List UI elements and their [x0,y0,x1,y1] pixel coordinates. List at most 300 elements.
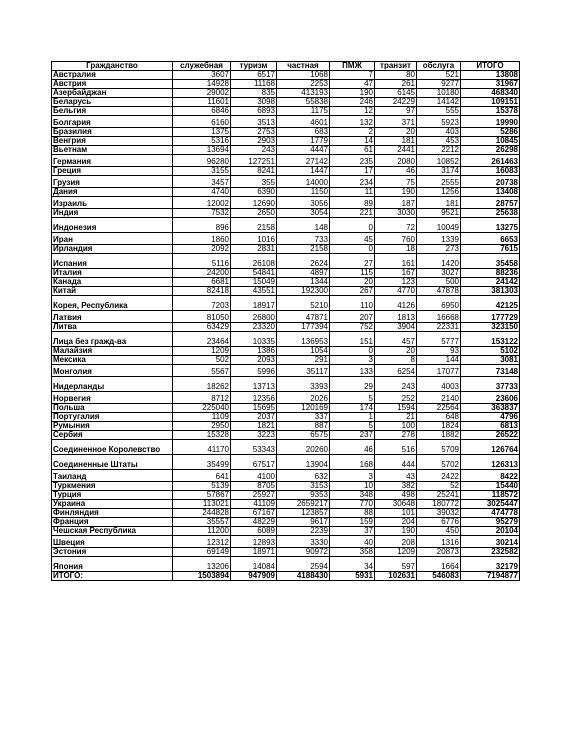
table-row [52,491,520,500]
table-row [52,536,520,548]
total-value-cell: 7194877 [461,572,520,581]
value-cell: 80 [375,71,417,80]
value-cell: 4601 [277,116,330,128]
value-cell: 2253 [277,80,330,89]
value-cell: 6254 [375,365,417,377]
value-cell: 2594 [277,557,330,572]
value-cell: 3393 [277,377,330,392]
value-cell: 1150 [277,188,330,197]
country-name-cell: Япония [52,557,173,572]
value-cell: 23464 [173,332,231,347]
table-row [52,188,520,197]
value-cell: 0 [330,218,375,233]
value-cell: 382 [375,482,417,491]
header-private: частная [277,62,330,71]
table-row [52,233,520,245]
value-cell: 123 [375,278,417,287]
value-cell: 23320 [231,323,277,332]
country-name-cell: Финляндия [52,509,173,518]
table-row [52,311,520,323]
value-cell: 18917 [231,296,277,311]
table-row [52,332,520,347]
value-cell: 6160 [173,116,231,128]
value-cell: 243 [231,146,277,155]
country-name-cell: Ирландия [52,245,173,254]
value-cell: 177729 [461,311,520,323]
value-cell: 2950 [173,422,231,431]
table-row [52,269,520,278]
value-cell: 28757 [461,197,520,209]
value-cell: 11 [330,188,375,197]
value-cell: 25927 [231,491,277,500]
table-row [52,176,520,188]
value-cell: 13275 [461,218,520,233]
value-cell: 1821 [231,422,277,431]
value-cell: 278 [375,431,417,440]
value-cell: 47871 [277,311,330,323]
table-row [52,518,520,527]
value-cell: 34 [330,557,375,572]
country-name-cell: Испания [52,254,173,269]
table-row [52,392,520,404]
value-cell: 25638 [461,209,520,218]
value-cell: 8705 [231,482,277,491]
total-value-cell: 4188430 [277,572,330,581]
value-cell: 1175 [277,107,330,116]
value-cell: 521 [417,71,461,80]
table-row [52,218,520,233]
value-cell: 413193 [277,89,330,98]
value-cell: 45 [330,233,375,245]
value-cell: 6517 [231,71,277,80]
value-cell: 20 [330,278,375,287]
header-service-staff: обслуга [417,62,461,71]
table-row [52,557,520,572]
value-cell: 20873 [417,548,461,557]
value-cell: 3457 [173,176,231,188]
country-name-cell: Индонезия [52,218,173,233]
value-cell: 13206 [173,557,231,572]
value-cell: 2158 [231,218,277,233]
value-cell: 2239 [277,527,330,536]
table-row [52,128,520,137]
table-row [52,470,520,482]
value-cell: 177394 [277,323,330,332]
value-cell: 30214 [461,536,520,548]
value-cell: 30648 [375,500,417,509]
value-cell: 9353 [277,491,330,500]
country-name-cell: Азербайджан [52,89,173,98]
value-cell: 40 [330,536,375,548]
value-cell: 180772 [417,500,461,509]
total-value-cell: 102631 [375,572,417,581]
value-cell: 225040 [173,404,231,413]
value-cell: 6776 [417,518,461,527]
value-cell: 3330 [277,536,330,548]
value-cell: 252 [375,392,417,404]
total-value-cell: 1503894 [173,572,231,581]
value-cell: 72 [375,218,417,233]
value-cell: 10845 [461,137,520,146]
table-row [52,116,520,128]
value-cell: 9277 [417,80,461,89]
table-total-row [52,572,520,581]
value-cell: 17 [330,167,375,176]
value-cell: 136953 [277,332,330,347]
table-row [52,356,520,365]
value-cell: 2831 [231,245,277,254]
value-cell: 6089 [231,527,277,536]
value-cell: 5996 [231,365,277,377]
country-name-cell: Литва [52,323,173,332]
value-cell: 355 [231,176,277,188]
value-cell: 1054 [277,347,330,356]
value-cell: 6145 [375,89,417,98]
value-cell: 683 [277,128,330,137]
value-cell: 13694 [173,146,231,155]
value-cell: 29 [330,377,375,392]
value-cell: 4126 [375,296,417,311]
value-cell: 5116 [173,254,231,269]
value-cell: 3098 [231,98,277,107]
value-cell: 1420 [417,254,461,269]
value-cell: 4740 [173,188,231,197]
value-cell: 3155 [173,167,231,176]
value-cell: 835 [231,89,277,98]
country-name-cell: Эстония [52,548,173,557]
value-cell: 159 [330,518,375,527]
value-cell: 126764 [461,440,520,455]
value-cell: 26108 [231,254,277,269]
value-cell: 41170 [173,440,231,455]
value-cell: 2422 [417,470,461,482]
value-cell: 43551 [231,287,277,296]
country-name-cell: Украина [52,500,173,509]
value-cell: 35557 [173,518,231,527]
value-cell: 187 [375,197,417,209]
value-cell: 43 [375,470,417,482]
value-cell: 516 [375,440,417,455]
value-cell: 2093 [231,356,277,365]
value-cell: 244828 [173,509,231,518]
value-cell: 15328 [173,431,231,440]
value-cell: 132 [330,116,375,128]
value-cell: 11601 [173,98,231,107]
table-row [52,509,520,518]
value-cell: 20104 [461,527,520,536]
value-cell: 127251 [231,155,277,167]
value-cell: 246 [330,98,375,107]
country-name-cell: Иран [52,233,173,245]
value-cell: 371 [375,116,417,128]
table-row [52,422,520,431]
value-cell: 5286 [461,128,520,137]
value-cell: 19990 [461,116,520,128]
country-name-cell: Австралия [52,71,173,80]
value-cell: 1344 [277,278,330,287]
value-cell: 4447 [277,146,330,155]
value-cell: 4003 [417,377,461,392]
value-cell: 37733 [461,377,520,392]
value-cell: 7 [330,71,375,80]
value-cell: 100 [375,422,417,431]
value-cell: 73148 [461,365,520,377]
value-cell: 261463 [461,155,520,167]
value-cell: 4770 [375,287,417,296]
value-cell: 47878 [417,287,461,296]
value-cell: 39032 [417,509,461,518]
value-cell: 3513 [231,116,277,128]
value-cell: 6681 [173,278,231,287]
value-cell: 2212 [417,146,461,155]
country-name-cell: Соединенное Королевство [52,440,173,455]
value-cell: 3 [330,356,375,365]
value-cell: 234 [330,176,375,188]
value-cell: 237 [330,431,375,440]
country-name-cell: Таиланд [52,470,173,482]
value-cell: 3904 [375,323,417,332]
value-cell: 18971 [231,548,277,557]
value-cell: 12893 [231,536,277,548]
value-cell: 15695 [231,404,277,413]
value-cell: 109151 [461,98,520,107]
table-row [52,245,520,254]
country-name-cell: Туркмения [52,482,173,491]
value-cell: 69149 [173,548,231,557]
value-cell: 9617 [277,518,330,527]
value-cell: 5102 [461,347,520,356]
value-cell: 35499 [173,455,231,470]
value-cell: 403 [417,128,461,137]
country-name-cell: Сербия [52,431,173,440]
value-cell: 57867 [173,491,231,500]
table-row [52,323,520,332]
value-cell: 6846 [173,107,231,116]
country-name-cell: Беларусь [52,98,173,107]
value-cell: 1375 [173,128,231,137]
value-cell: 232582 [461,548,520,557]
value-cell: 7615 [461,245,520,254]
value-cell: 120169 [277,404,330,413]
value-cell: 67517 [231,455,277,470]
country-name-cell: Латвия [52,311,173,323]
value-cell: 181 [375,137,417,146]
value-cell: 12690 [231,197,277,209]
value-cell: 126313 [461,455,520,470]
value-cell: 450 [417,527,461,536]
value-cell: 2441 [375,146,417,155]
table-row [52,527,520,536]
value-cell: 2026 [277,392,330,404]
value-cell: 896 [173,218,231,233]
value-cell: 2140 [417,392,461,404]
country-name-cell: Индия [52,209,173,218]
value-cell: 55838 [277,98,330,107]
country-name-cell: Швеция [52,536,173,548]
value-cell: 14 [330,137,375,146]
value-cell: 597 [375,557,417,572]
value-cell: 2624 [277,254,330,269]
value-cell: 468340 [461,89,520,98]
value-cell: 1813 [375,311,417,323]
table-row [52,365,520,377]
value-cell: 381303 [461,287,520,296]
country-name-cell: Болгария [52,116,173,128]
value-cell: 3 [330,470,375,482]
value-cell: 15378 [461,107,520,116]
value-cell: 3153 [277,482,330,491]
value-cell: 167 [375,269,417,278]
value-cell: 4796 [461,413,520,422]
value-cell: 358 [330,548,375,557]
table-row [52,548,520,557]
value-cell: 648 [417,413,461,422]
table-row [52,278,520,287]
value-cell: 61 [330,146,375,155]
table-row [52,347,520,356]
value-cell: 16083 [461,167,520,176]
value-cell: 273 [417,245,461,254]
value-cell: 13713 [231,377,277,392]
value-cell: 337 [277,413,330,422]
value-cell: 1824 [417,422,461,431]
value-cell: 21 [375,413,417,422]
value-cell: 5702 [417,455,461,470]
value-cell: 9521 [417,209,461,218]
value-cell: 96280 [173,155,231,167]
table-row [52,209,520,218]
value-cell: 3056 [277,197,330,209]
value-cell: 3025447 [461,500,520,509]
table-row [52,455,520,470]
value-cell: 2 [330,128,375,137]
value-cell: 12312 [173,536,231,548]
value-cell: 323150 [461,323,520,332]
value-cell: 2080 [375,155,417,167]
value-cell: 82418 [173,287,231,296]
country-name-cell: Франция [52,518,173,527]
value-cell: 1209 [375,548,417,557]
value-cell: 498 [375,491,417,500]
value-cell: 26522 [461,431,520,440]
value-cell: 53343 [231,440,277,455]
value-cell: 88 [330,509,375,518]
value-cell: 10 [330,482,375,491]
country-name-cell: Австрия [52,80,173,89]
table-row [52,431,520,440]
table-row [52,155,520,167]
value-cell: 243 [375,377,417,392]
value-cell: 54841 [231,269,277,278]
value-cell: 3174 [417,167,461,176]
value-cell: 29002 [173,89,231,98]
value-cell: 18262 [173,377,231,392]
value-cell: 14142 [417,98,461,107]
value-cell: 13904 [277,455,330,470]
value-cell: 89 [330,197,375,209]
value-cell: 14000 [277,176,330,188]
header-transit: транзит [375,62,417,71]
value-cell: 118572 [461,491,520,500]
country-name-cell: Дания [52,188,173,197]
table-row [52,440,520,455]
header-total: ИТОГО [461,62,520,71]
country-name-cell: Китай [52,287,173,296]
value-cell: 93 [417,347,461,356]
value-cell: 75 [375,176,417,188]
table-row [52,500,520,509]
value-cell: 3027 [417,269,461,278]
country-name-cell: Бразилия [52,128,173,137]
country-name-cell: Лица без гражд-ва [52,332,173,347]
value-cell: 192300 [277,287,330,296]
value-cell: 3054 [277,209,330,218]
value-cell: 25241 [417,491,461,500]
value-cell: 67167 [231,509,277,518]
value-cell: 168 [330,455,375,470]
value-cell: 2555 [417,176,461,188]
value-cell: 1068 [277,71,330,80]
country-name-cell: Бельгия [52,107,173,116]
value-cell: 37 [330,527,375,536]
value-cell: 115 [330,269,375,278]
value-cell: 20 [375,347,417,356]
country-name-cell: Монголия [52,365,173,377]
value-cell: 1316 [417,536,461,548]
value-cell: 27 [330,254,375,269]
total-value-cell: 546083 [417,572,461,581]
value-cell: 5210 [277,296,330,311]
table-row [52,413,520,422]
value-cell: 2158 [277,245,330,254]
value-cell: 81050 [173,311,231,323]
value-cell: 444 [375,455,417,470]
table-row [52,296,520,311]
value-cell: 153122 [461,332,520,347]
value-cell: 8 [375,356,417,365]
value-cell: 5 [330,422,375,431]
value-cell: 13408 [461,188,520,197]
table-row [52,146,520,155]
value-cell: 151 [330,332,375,347]
value-cell: 6575 [277,431,330,440]
value-cell: 41109 [231,500,277,509]
value-cell: 3030 [375,209,417,218]
table-row [52,107,520,116]
country-name-cell: Турция [52,491,173,500]
value-cell: 22564 [417,404,461,413]
value-cell: 11200 [173,527,231,536]
value-cell: 6813 [461,422,520,431]
country-name-cell: Германия [52,155,173,167]
value-cell: 1016 [231,233,277,245]
value-cell: 8241 [231,167,277,176]
value-cell: 20 [375,128,417,137]
value-cell: 261 [375,80,417,89]
value-cell: 5 [330,392,375,404]
value-cell: 3223 [231,431,277,440]
value-cell: 190 [330,89,375,98]
country-name-cell: Греция [52,167,173,176]
value-cell: 46 [330,440,375,455]
table-header-row [52,62,520,71]
value-cell: 88236 [461,269,520,278]
table-row [52,71,520,80]
value-cell: 2650 [231,209,277,218]
country-name-cell: Грузия [52,176,173,188]
value-cell: 148 [277,218,330,233]
country-name-cell: Нидерланды [52,377,173,392]
